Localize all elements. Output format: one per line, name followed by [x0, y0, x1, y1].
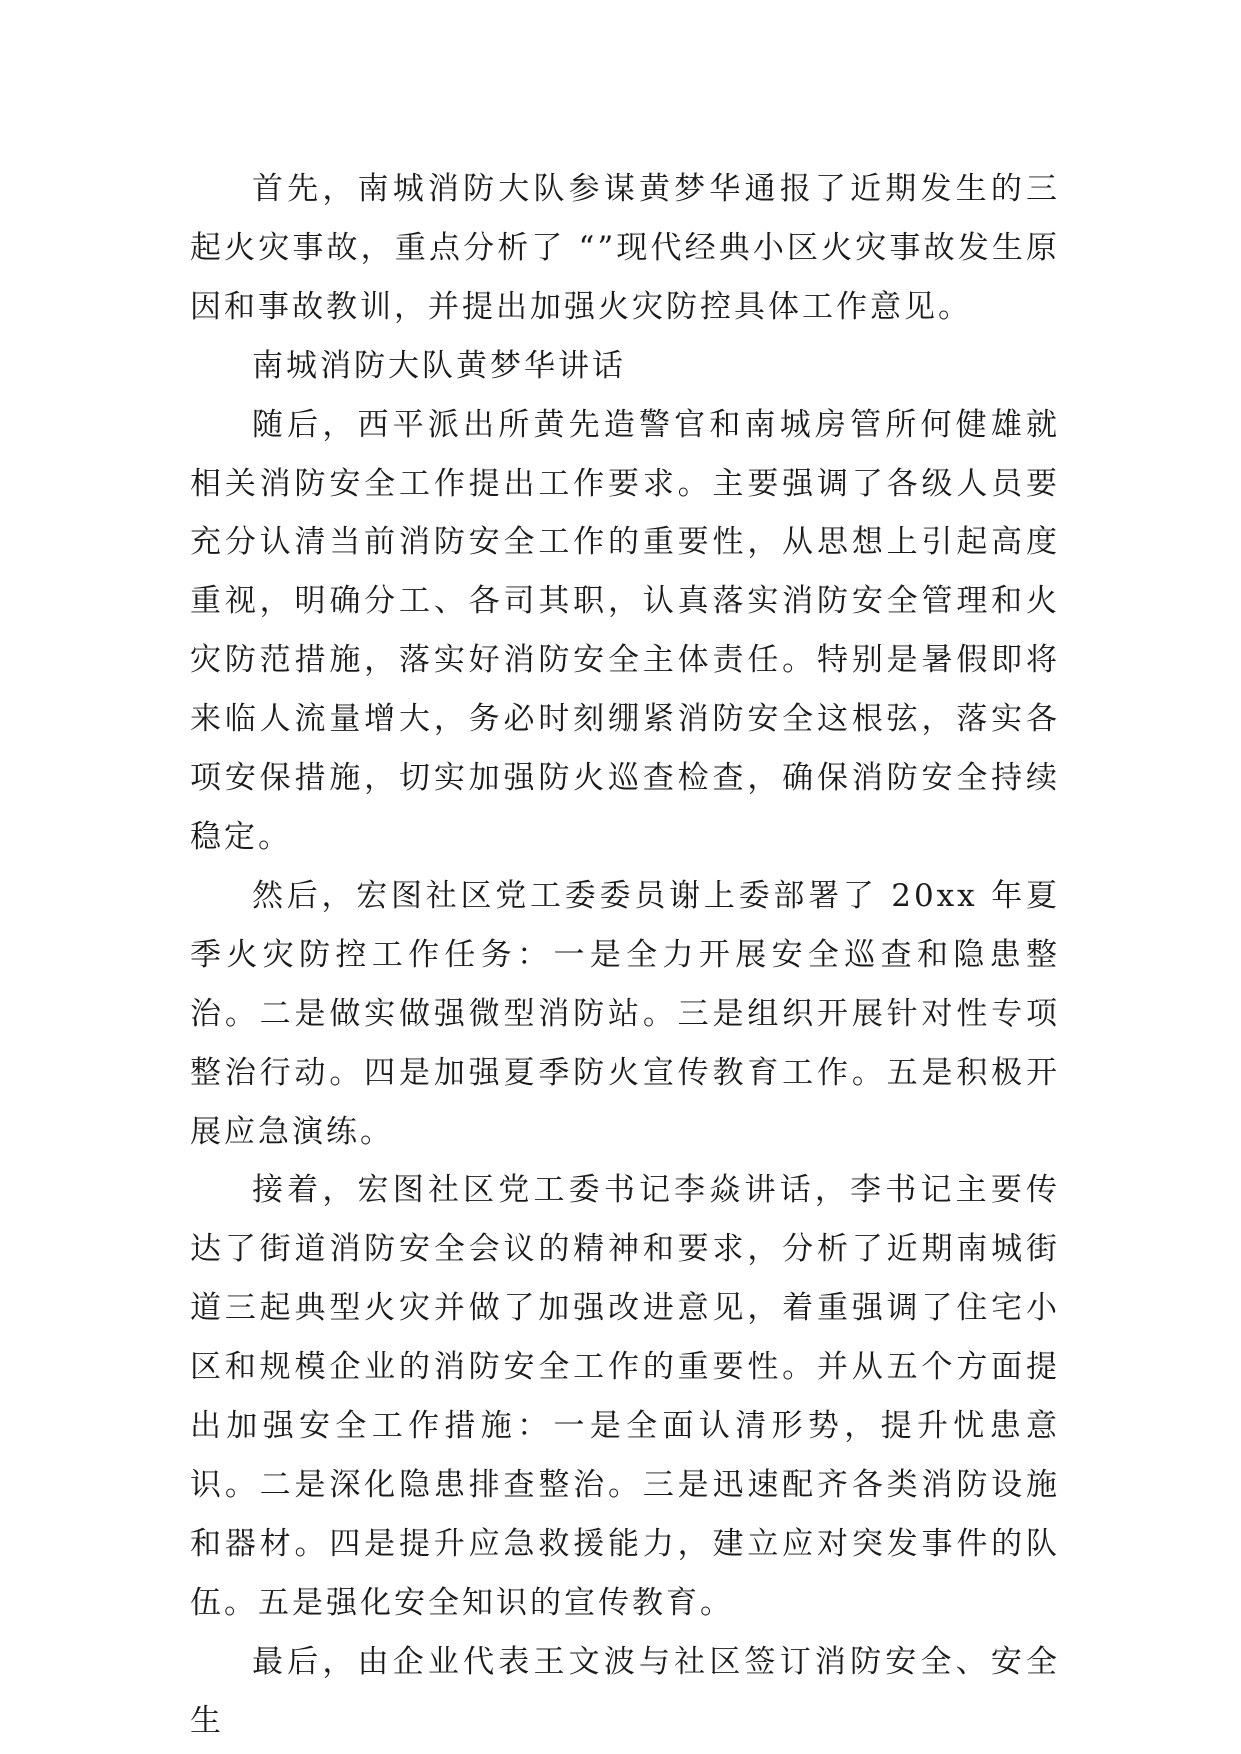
- paragraph-secretary-speech: 接着，宏图社区党工委书记李焱讲话，李书记主要传达了街道消防安全会议的精神和要求，分析了近期南城街道三起典型火灾并做了加强改进意见，着重强调了住宅小区和规模企业的消防安全工作的重要性。并从五个方面提出加强安全工作措施：一是全面认清形势，提升忧患意识。二是深化隐患排查整治。三是迅速配齐各类消防设施和器材。四是提升应急救援能力，建立应对突发事件的队伍。五是强化安全知识的宣传教育。: [190, 1172, 1060, 1621]
- paragraph-police-requirements: 随后，西平派出所黄先造警官和南城房管所何健雄就相关消防安全工作提出工作要求。主要强调了各级人员要充分认清当前消防安全工作的重要性，从思想上引起高度重视，明确分工、各司其职，认真落实消防安全管理和火灾防范措施，落实好消防安全主体责任。特别是暑假即将来临人流量增大，务必时刻绷紧消防安全这根弦，落实各项安保措施，切实加强防火巡查检查，确保消防安全持续稳定。: [190, 406, 1060, 855]
- paragraph-fire-briefing: 首先，南城消防大队参谋黄梦华通报了近期发生的三起火灾事故，重点分析了 “”现代经典小区火灾事故发生原因和事故教训，并提出加强火灾防控具体工作意见。: [190, 171, 1060, 325]
- document-body: [190, 160, 1060, 1750]
- paragraph-speech-caption: 南城消防大队黄梦华讲话: [252, 347, 626, 384]
- paragraph-summer-tasks: 然后，宏图社区党工委委员谢上委部署了 20xx 年夏季火灾防控工作任务：一是全力开展安全巡查和隐患整治。二是做实做强微型消防站。三是组织开展针对性专项整治行动。四是加强夏季防火宣传教育工作。五是积极开展应急演练。: [190, 877, 1060, 1150]
- paragraph-signing: 最后，由企业代表王文波与社区签订消防安全、安全生: [190, 1643, 1060, 1739]
